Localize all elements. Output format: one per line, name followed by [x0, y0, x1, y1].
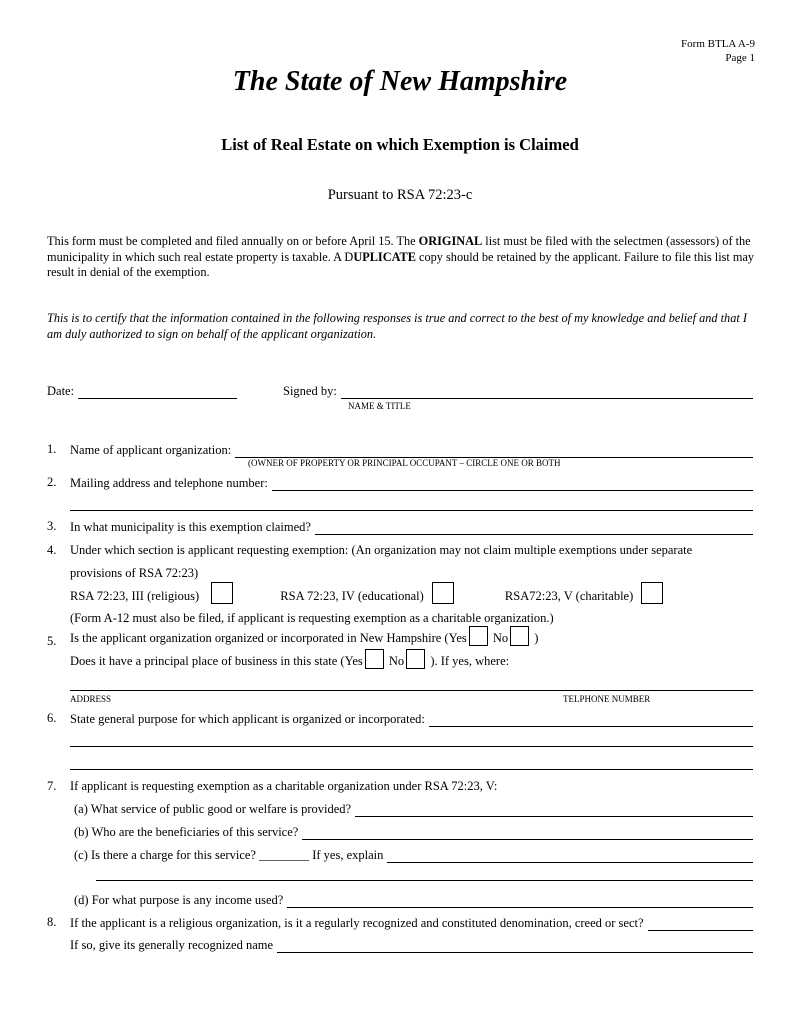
telephone-caption: TELPHONE NUMBER — [563, 694, 651, 704]
instr-text: copy should be retained by the applicant. Failure to file this list may result in denial of the exemption. — [47, 249, 755, 279]
instr-bold: ORIGINAL — [418, 234, 483, 248]
form-id: Form BTLA A-9 — [681, 38, 755, 50]
date-field[interactable] — [78, 387, 237, 399]
paren: ) — [534, 631, 539, 645]
incorporated-no-checkbox[interactable] — [510, 626, 529, 646]
q7d-label: (d) For what purpose is any income used? — [74, 893, 284, 907]
q5-row2 — [70, 649, 509, 669]
q7c-row — [74, 847, 753, 863]
q6-row — [70, 711, 753, 727]
q4-note: (Form A-12 must also be filed, if applicant is requesting exemption as a charitable organization.) — [70, 611, 554, 625]
signed-label: Signed by: — [283, 384, 337, 398]
q3-number: 3. — [47, 519, 57, 533]
educational-checkbox[interactable] — [432, 582, 454, 604]
signature-field[interactable] — [341, 387, 753, 399]
form-subtitle: Pursuant to RSA 72:23-c — [327, 187, 473, 203]
form-title: List of Real Estate on which Exemption is Claimed — [221, 135, 579, 154]
q3-label: In what municipality is this exemption claimed? — [70, 520, 311, 534]
address-field[interactable] — [70, 690, 753, 691]
q7-label: If applicant is requesting exemption as a charitable organization under RSA 72:23, V: — [70, 779, 498, 793]
q2-label: Mailing address and telephone number: — [70, 476, 268, 490]
incorporated-yes-checkbox[interactable] — [469, 626, 488, 646]
page-number: Page 1 — [725, 52, 755, 64]
business-no-checkbox[interactable] — [406, 649, 425, 669]
q7d-row — [74, 892, 753, 908]
name-title-caption: NAME & TITLE — [348, 401, 411, 411]
instr-text: This form must be completed and filed annually on or before April 15. The — [47, 234, 419, 248]
q7b-label: (b) Who are the beneficiaries of this service? — [74, 825, 299, 839]
q5-number: 5. — [47, 634, 57, 648]
instr-bold: UPLICATE — [353, 249, 416, 264]
q6-label: State general purpose for which applicant is organized or incorporated: — [70, 712, 425, 726]
q6-field[interactable] — [429, 715, 753, 727]
q2-row — [70, 475, 753, 491]
q8-label: If the applicant is a religious organization, is it a regularly recognized and constituted denomination, creed or sect? — [70, 916, 644, 930]
q8-label2: If so, give its generally recognized name — [70, 938, 274, 952]
q7c-field-line2[interactable] — [96, 880, 753, 881]
option-educational-label: RSA 72:23, IV (educational) — [280, 589, 424, 603]
q1-caption: (OWNER OF PROPERTY OR PRINCIPAL OCCUPANT – CIRCLE ONE OR BOTH — [248, 458, 561, 468]
q6-field-line2[interactable] — [70, 746, 753, 747]
q8-number: 8. — [47, 915, 57, 929]
q7c-field[interactable] — [387, 851, 753, 863]
q4-number: 4. — [47, 543, 57, 557]
q7b-field[interactable] — [302, 828, 753, 840]
date-label: Date: — [47, 384, 75, 398]
q1-label: Name of applicant organization: — [70, 443, 232, 457]
instr-text: list must be filed with the selectmen (assessors) of the municipality in which such real estate property is taxable. A D — [47, 234, 751, 264]
state-title: The State of New Hampshire — [232, 66, 568, 97]
option-charitable-label: RSA72:23, V (charitable) — [504, 589, 634, 603]
q5-row1 — [70, 626, 538, 646]
q4-label: Under which section is applicant requesting exemption: (An organization may not claim multiple exemptions under separate — [70, 543, 693, 557]
q7a-label: (a) What service of public good or welfare is provided? — [74, 802, 352, 816]
q8-field[interactable] — [648, 919, 753, 931]
q2-field-line2[interactable] — [70, 510, 753, 511]
business-yes-checkbox[interactable] — [365, 649, 384, 669]
certification: This is to certify that the information contained in the following responses is true and correct to the best of my knowledge and belief and that I am duly authorized to sign on behalf of the applicant organization. — [47, 311, 747, 341]
q1-field[interactable] — [235, 446, 753, 458]
form-id-block — [681, 37, 755, 65]
q4-label2: provisions of RSA 72:23) — [70, 566, 199, 580]
q5-where-label: ). If yes, where: — [430, 654, 510, 668]
q7c-label: (c) Is there a charge for this service? ________ If yes, explain — [74, 848, 384, 862]
q7a-field[interactable] — [355, 805, 753, 817]
address-caption: ADDRESS — [70, 694, 112, 704]
q3-row — [70, 519, 753, 535]
q8-name-field[interactable] — [277, 941, 753, 953]
no-label: No — [492, 631, 509, 645]
date-row — [47, 384, 237, 399]
q8-row — [70, 915, 753, 931]
q2-number: 2. — [47, 475, 57, 489]
q1-number: 1. — [47, 442, 57, 456]
q2-field[interactable] — [272, 479, 753, 491]
q5-label2: Does it have a principal place of business in this state (Yes — [70, 654, 363, 668]
charitable-checkbox[interactable] — [641, 582, 663, 604]
q6-number: 6. — [47, 711, 57, 725]
q4-options — [70, 582, 667, 604]
q7-number: 7. — [47, 779, 57, 793]
q7d-field[interactable] — [287, 896, 753, 908]
q7a-row — [74, 801, 753, 817]
religious-checkbox[interactable] — [211, 582, 233, 604]
q5-label: Is the applicant organization organized or incorporated in New Hampshire (Yes — [70, 631, 467, 645]
q6-field-line3[interactable] — [70, 769, 753, 770]
instructions — [47, 234, 755, 281]
signed-row — [283, 384, 753, 399]
q3-field[interactable] — [315, 523, 753, 535]
q1-row — [70, 442, 753, 458]
q8-row2 — [70, 937, 753, 953]
no-label: No — [388, 654, 405, 668]
q7b-row — [74, 824, 753, 840]
option-religious-label: RSA 72:23, III (religious) — [70, 589, 200, 603]
